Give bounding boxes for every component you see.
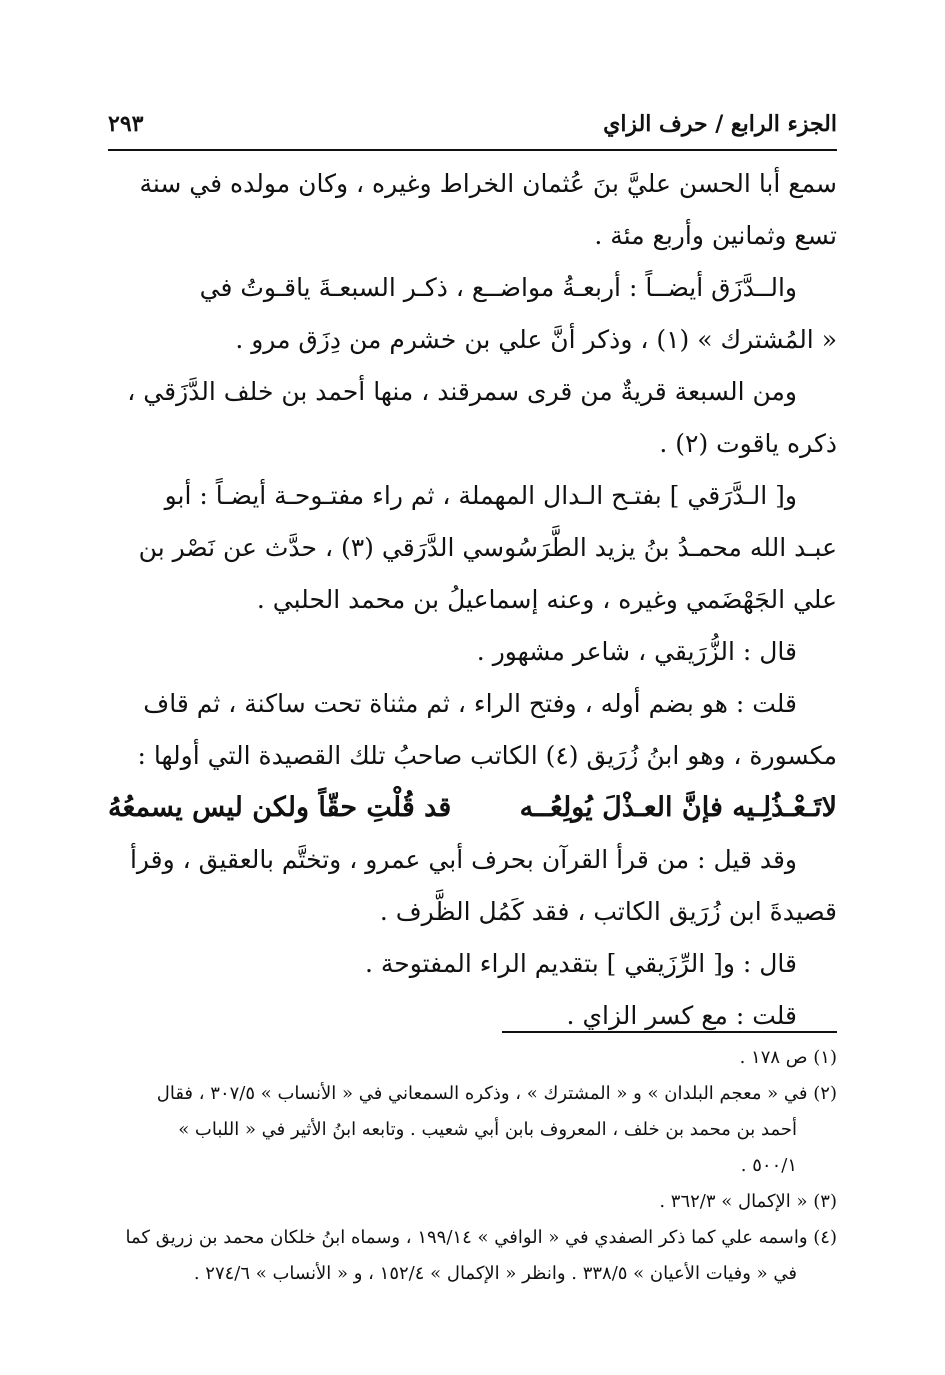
text-line: « المُشترك » (١) ، وذكر أنَّ علي بن خشرم من دِزَق مرو . [235, 325, 837, 354]
footnote-text: ص ١٧٨ . [739, 1047, 808, 1068]
main-text [108, 158, 837, 1042]
text-line: قصيدةَ ابن زُرَيق الكاتب ، فقد كَمُل الظَّرف . [379, 897, 837, 926]
text-line: ذكره ياقوت (٢) . [659, 429, 837, 458]
text-line: ومن السبعة قريةٌ من قرى سمرقند ، منها أحمد بن خلف الدَّزَقي ، [127, 377, 797, 406]
footnote-text-cont: في « وفيات الأعيان » ٣٣٨/٥ . وانظر « الإكمال » ١٥٢/٤ ، و « الأنساب » ٢٧٤/٦ . [193, 1263, 797, 1284]
text-line: سمع أبا الحسن عليَّ بنَ عُثمان الخراط وغيره ، وكان مولده في سنة [139, 169, 837, 198]
footnote-text: واسمه علي كما ذكر الصفدي في « الوافي » ١٩٩/١٤ ، وسماه ابنُ خلكان محمد بن زريق كما [125, 1227, 808, 1248]
text-line: مكسورة ، وهو ابنُ زُرَيق (٤) الكاتب صاحبُ تلك القصيدة التي أولها : [137, 741, 837, 770]
footnote-label: (١) [813, 1047, 837, 1068]
footnote-2 [108, 1076, 837, 1112]
footnote-text: في « معجم البلدان » و « المشترك » ، وذكره السمعاني في « الأنساب » ٣٠٧/٥ ، فقال [156, 1083, 808, 1104]
footnote-4 [108, 1220, 837, 1256]
footnote-label: (٤) [813, 1227, 837, 1248]
footnote-text-cont: ٥٠٠/١ . [740, 1155, 797, 1176]
footnote-3 [108, 1184, 837, 1220]
poetry-verse [108, 782, 837, 834]
text-line: قلت : مع كسر الزاي . [566, 1001, 797, 1030]
text-line: قال : الزُّرَيقي ، شاعر مشهور . [476, 637, 797, 666]
footnote-text: « الإكمال » ٣٦٢/٣ . [659, 1191, 808, 1212]
page-number: ٢٩٣ [108, 111, 144, 137]
footnote-text-cont: أحمد بن محمد بن خلف ، المعروف بابن أبي شعيب . وتابعه ابنُ الأثير في « اللباب » [178, 1119, 797, 1140]
running-title: الجزء الرابع / حرف الزاي [603, 111, 837, 137]
text-line: تسع وثمانين وأربع مئة . [594, 221, 837, 250]
running-header [108, 104, 837, 144]
text-line: و[ الـدَّرَقي ] بفتـح الـدال المهملة ، ثم راء مفتـوحـة أيضـاً : أبو [164, 481, 797, 510]
verse-first-hemistich: لاتَـعْـذُلِـيه فإنَّ العـذْلَ يُولِعُــه [519, 792, 837, 823]
text-line: قال : و[ الرِّزَيقي ] بتقديم الراء المفتوحة . [364, 949, 797, 978]
text-line: علي الجَهْضَمي وغيره ، وعنه إسماعيلُ بن محمد الحلبي . [256, 585, 837, 614]
header-divider [108, 149, 837, 151]
footnote-label: (٢) [813, 1083, 837, 1104]
text-line: وقد قيل : من قرأ القرآن بحرف أبي عمرو ، وتختَّم بالعقيق ، وقرأ [129, 845, 797, 874]
footnote-label: (٣) [813, 1191, 837, 1212]
text-line: عبـد الله محمـدُ بنُ يزيد الطَّرَسُوسي الدَّرَقي (٣) ، حدَّث عن نَصْر بن [138, 533, 837, 562]
text-line: والــدَّزَق أيضــاً : أربعـةُ مواضــع ، ذكـر السبعـةَ ياقـوتُ في [199, 273, 797, 302]
footnote-divider [502, 1031, 837, 1033]
footnotes [108, 1040, 837, 1292]
footnote-1 [108, 1040, 837, 1076]
verse-second-hemistich: قد قُلْتِ حقّاً ولكن ليس يسمعُهُ [108, 792, 452, 823]
text-line: قلت : هو بضم أوله ، وفتح الراء ، ثم مثناة تحت ساكنة ، ثم قاف [143, 689, 797, 718]
